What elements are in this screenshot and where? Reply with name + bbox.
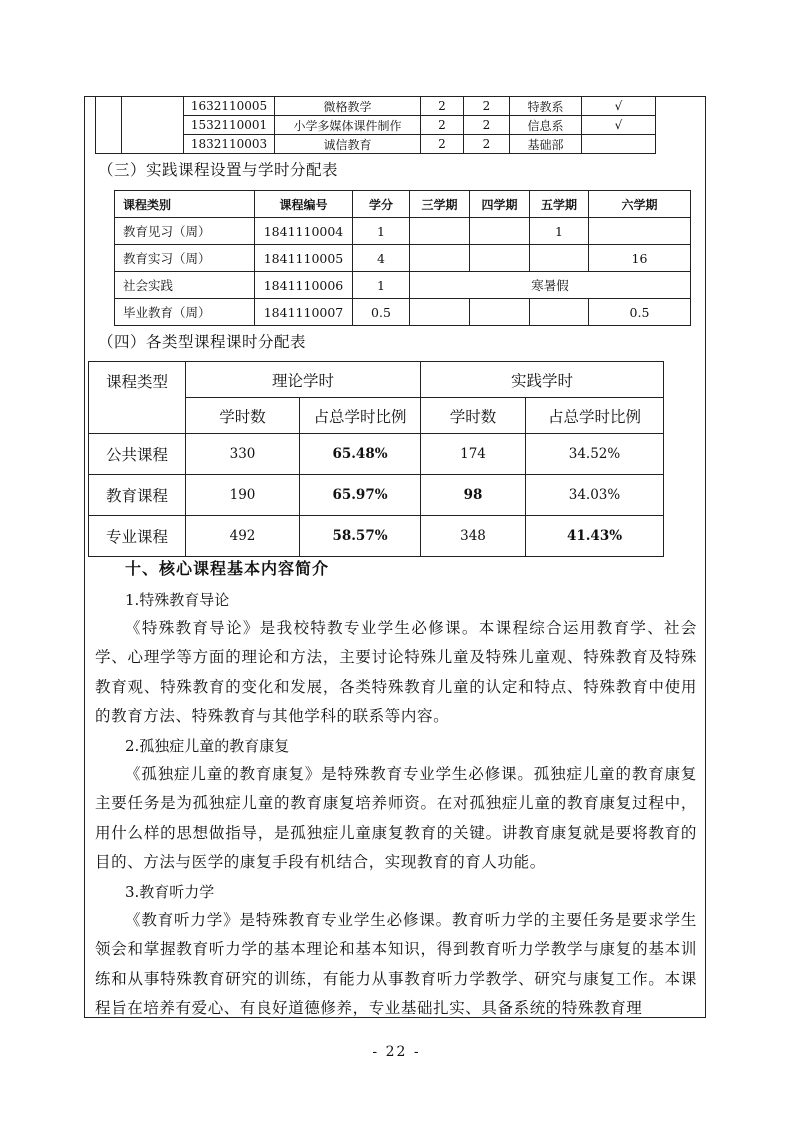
term5-cell: 1	[530, 218, 589, 245]
theory-ratio-cell: 65.48%	[300, 434, 421, 475]
course-code-cell: 1841110007	[255, 299, 353, 326]
table-row	[115, 299, 691, 326]
term6-cell: 0.5	[589, 299, 691, 326]
table-row	[89, 475, 664, 516]
hours-distribution-table	[88, 361, 664, 557]
credit-cell: 1	[353, 272, 410, 299]
practice-ratio-cell: 34.52%	[526, 434, 664, 475]
course-description: 《特殊教育导论》是我校特教专业学生必修课。本课程综合运用教育学、社会学、心理学等方面的理论和方法，主要讨论特殊儿童及特殊儿童观、特殊教育及特殊教育观、特殊教育的变化和发展，各类特殊教育儿童的认定和特点、特殊教育中使用的教育方法、特殊教育与其他学科的联系等内容。	[95, 619, 697, 725]
header-cell: 学分	[353, 191, 410, 218]
term3-cell	[410, 245, 470, 272]
header-cell: 课程编号	[255, 191, 353, 218]
practice-hours-cell: 98	[421, 475, 526, 516]
term5-cell	[530, 245, 589, 272]
page-number: - 22 -	[372, 1044, 421, 1060]
practice-hours-cell: 348	[421, 516, 526, 557]
header-cell: 三学期	[410, 191, 470, 218]
header-cell: 课程类型	[89, 362, 186, 434]
hours-cell: 2	[464, 97, 510, 116]
dept-cell: 特教系	[510, 97, 582, 116]
course-code-cell: 1841110004	[255, 218, 353, 245]
header-cell: 占总学时比例	[300, 398, 421, 434]
credit-cell: 4	[353, 245, 410, 272]
course-type-cell: 教育实习（周）	[115, 245, 255, 272]
header-cell: 课程类别	[115, 191, 255, 218]
header-cell: 学时数	[186, 398, 300, 434]
term6-cell: 16	[589, 245, 691, 272]
course-heading: 2.孤独症儿童的教育康复	[125, 737, 290, 755]
check-mark-cell: √	[582, 116, 656, 135]
credit-cell: 2	[421, 116, 464, 135]
blank-cell	[96, 97, 122, 154]
term3-cell	[410, 299, 470, 326]
theory-ratio-cell: 65.97%	[300, 475, 421, 516]
hours-cell: 2	[464, 116, 510, 135]
theory-ratio-cell: 58.57%	[300, 516, 421, 557]
course-name-cell: 诚信教育	[275, 135, 421, 154]
course-heading: 3.教育听力学	[125, 883, 215, 901]
course-type-cell: 公共课程	[89, 434, 186, 475]
vacation-span-cell: 寒暑假	[410, 272, 691, 299]
course-code-cell: 1532110001	[184, 116, 275, 135]
theory-hours-cell: 190	[186, 475, 300, 516]
header-cell: 五学期	[530, 191, 589, 218]
dept-cell: 基础部	[510, 135, 582, 154]
course-code-cell: 1841110006	[255, 272, 353, 299]
credit-cell: 0.5	[353, 299, 410, 326]
table-row	[115, 218, 691, 245]
header-cell: 六学期	[589, 191, 691, 218]
credit-cell: 1	[353, 218, 410, 245]
section10-title: 十、核心课程基本内容简介	[125, 559, 330, 578]
table-header-row	[115, 191, 691, 218]
course-type-cell: 社会实践	[115, 272, 255, 299]
course-type-cell: 专业课程	[89, 516, 186, 557]
course-type-cell: 教育课程	[89, 475, 186, 516]
check-mark-cell: √	[582, 97, 656, 116]
practice-ratio-cell: 34.03%	[526, 475, 664, 516]
table-header-row	[89, 362, 664, 398]
course-code-cell: 1632110005	[184, 97, 275, 116]
table-row	[89, 434, 664, 475]
credit-cell: 2	[421, 135, 464, 154]
table-row	[115, 245, 691, 272]
course-description: 《孤独症儿童的教育康复》是特殊教育专业学生必修课。孤独症儿童的教育康复主要任务是为孤独症儿童的教育康复培养师资。在对孤独症儿童的教育康复过程中，用什么样的思想做指导，是孤独症儿童康复教育的关键。讲教育康复就是要将教育的目的、方法与医学的康复手段有机结合，实现教育的育人功能。	[95, 765, 697, 871]
header-cell: 实践学时	[421, 362, 664, 398]
course-description: 《教育听力学》是特殊教育专业学生必修课。教育听力学的主要任务是要求学生领会和掌握教育听力学的基本理论和基本知识，得到教育听力学教学与康复的基本训练和从事特殊教育研究的训练，有能力从事教育听力学教学、研究与康复工作。本课程旨在培养有爱心、有良好道德修养，专业基础扎实、具备系统的特殊教育理	[95, 911, 697, 1017]
term4-cell	[470, 218, 530, 245]
table-row	[89, 516, 664, 557]
section4-caption: （四）各类型课程课时分配表	[98, 333, 307, 351]
section3-caption: （三）实践课程设置与学时分配表	[98, 161, 339, 179]
course-name-cell: 小学多媒体课件制作	[275, 116, 421, 135]
elective-table	[95, 96, 656, 154]
dept-cell: 信息系	[510, 116, 582, 135]
table-row	[115, 272, 691, 299]
header-cell: 学时数	[421, 398, 526, 434]
practice-ratio-cell: 41.43%	[526, 516, 664, 557]
term6-cell	[589, 218, 691, 245]
check-mark-cell	[582, 135, 656, 154]
course-code-cell: 1841110005	[255, 245, 353, 272]
table-row	[96, 97, 656, 116]
header-cell: 理论学时	[186, 362, 421, 398]
term5-cell	[530, 299, 589, 326]
theory-hours-cell: 330	[186, 434, 300, 475]
credit-cell: 2	[421, 97, 464, 116]
header-cell: 四学期	[470, 191, 530, 218]
header-cell: 占总学时比例	[526, 398, 664, 434]
course-type-cell: 教育见习（周）	[115, 218, 255, 245]
course-name-cell: 微格教学	[275, 97, 421, 116]
term4-cell	[470, 299, 530, 326]
term3-cell	[410, 218, 470, 245]
hours-cell: 2	[464, 135, 510, 154]
practice-hours-cell: 174	[421, 434, 526, 475]
course-code-cell: 1832110003	[184, 135, 275, 154]
blank-cell	[122, 97, 184, 154]
course-heading: 1.特殊教育导论	[125, 591, 230, 609]
theory-hours-cell: 492	[186, 516, 300, 557]
term4-cell	[470, 245, 530, 272]
course-type-cell: 毕业教育（周）	[115, 299, 255, 326]
practice-course-table	[114, 190, 691, 326]
